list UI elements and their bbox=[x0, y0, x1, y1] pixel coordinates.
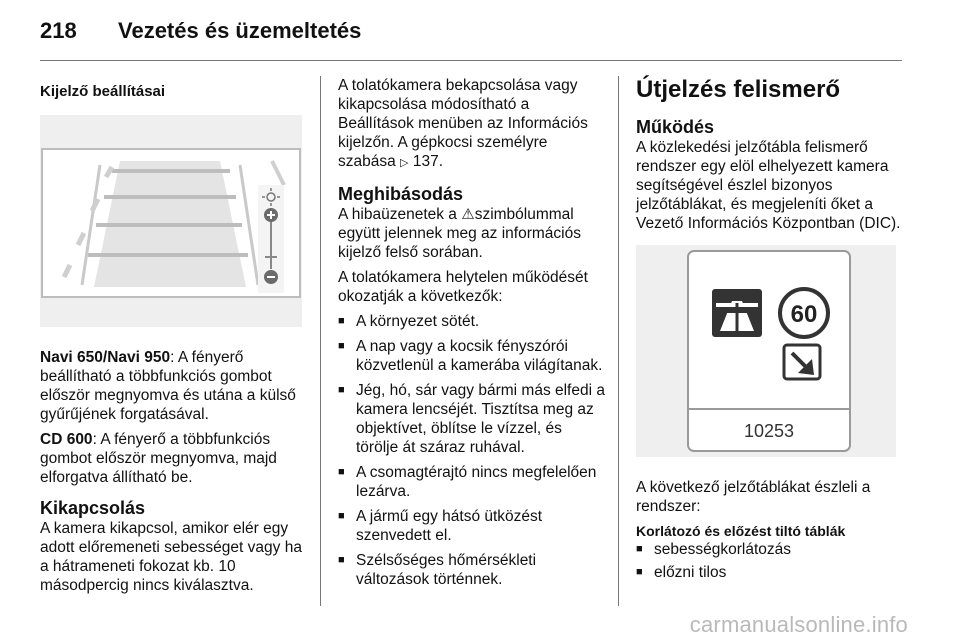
arrow-down-right-icon bbox=[784, 345, 820, 379]
mukodes-heading: Működés bbox=[636, 117, 715, 137]
causes-intro: A tolatókamera helytelen működését okozatják a következők: bbox=[338, 269, 588, 305]
warning-triangle-icon: ⚠ bbox=[461, 206, 475, 223]
list-item: ■ Jég, hó, sár vagy bármi más elfedi a kamera lencséjét. Tisztítsa meg az objektívet, öblítse le vízzel, és törölje át száraz ruhával. bbox=[338, 381, 606, 457]
dic-sign-figure bbox=[636, 245, 896, 457]
motorway-icon bbox=[712, 289, 762, 337]
column-divider-2 bbox=[618, 76, 619, 606]
odometer-value: 10253 bbox=[743, 421, 795, 441]
watermark: carmanualsonline.info bbox=[689, 612, 908, 637]
intro-text: A tolatókamera bekapcsolása vagy kikapcsolása módosítható a Beállítások menüben az Információs kijelzőn. A gépkocsi személyre szabása bbox=[338, 77, 588, 170]
kikapcsolas-heading: Kikapcsolás bbox=[40, 498, 146, 518]
camera-display-figure bbox=[40, 115, 302, 327]
detect-text: A következő jelzőtáblákat észleli a rendszer: bbox=[636, 479, 871, 515]
causes-list bbox=[338, 312, 606, 589]
warning-text-2: szimbólummal együtt jelennek meg az információs kijelző felső sorában. bbox=[338, 206, 581, 261]
cd-text: : A fényerő a többfunkciós gombot először megnyomva, majd elforgatva állítható be. bbox=[40, 431, 277, 486]
intro-ref: 137. bbox=[412, 153, 443, 170]
page-number: 218 bbox=[40, 18, 77, 43]
minus-icon bbox=[264, 270, 278, 284]
kikapcsolas-text: A kamera kikapcsol, amikor elér egy adott előremeneti sebességet vagy ha a hátrameneti fokozat kb. 10 másodpercig nincs kiválasztva. bbox=[40, 520, 302, 594]
mukodes-text: A közlekedési jelzőtábla felismerő rendszer egy elöl elhelyezett kamera segítségével észlel bizonyos jelzőtáblákat, és megjeleníti őket a Vezető Információs Központban (DIC). bbox=[636, 139, 901, 232]
warning-paragraph bbox=[338, 205, 606, 262]
page-reference-arrow-icon: ▷ bbox=[400, 157, 409, 169]
list-item: ■ A jármű egy hátsó ütközést szenvedett el. bbox=[338, 507, 606, 545]
speed-limit-icon bbox=[780, 289, 828, 337]
cd-label: CD 600 bbox=[40, 431, 93, 448]
list-item: ■ Szélsőséges hőmérsékleti változások történnek. bbox=[338, 551, 606, 589]
meghibasodas-heading: Meghibásodás bbox=[338, 184, 464, 204]
section-title-display-settings: Kijelző beállításai bbox=[40, 83, 166, 100]
list-item: ■ előzni tilos bbox=[636, 563, 906, 582]
intro-paragraph bbox=[338, 76, 606, 173]
list-item: ■ A nap vagy a kocsik fényszórói közvetlenül a kamerába világítanak. bbox=[338, 337, 606, 375]
navi-text: : A fényerő beállítható a többfunkciós gombot először megnyomva és utána a külső gyűrűjének forgatásával. bbox=[40, 349, 296, 423]
cd-paragraph bbox=[40, 430, 308, 487]
list-item: ■ A környezet sötét. bbox=[338, 312, 606, 331]
warning-text-1: A hibaüzenetek a bbox=[338, 206, 457, 223]
list-item: ■ sebességkorlátozás bbox=[636, 540, 906, 559]
plus-icon bbox=[264, 208, 278, 222]
brightness-slider bbox=[258, 185, 284, 293]
speed-limit-value: 60 bbox=[790, 301, 818, 328]
section-title-sign-recognition: Útjelzés felismerő bbox=[636, 76, 841, 103]
column-1 bbox=[40, 76, 308, 601]
header-rule bbox=[40, 60, 902, 61]
column-2 bbox=[338, 76, 606, 595]
navi-label: Navi 650/Navi 950 bbox=[40, 349, 171, 366]
column-divider-1 bbox=[320, 76, 321, 606]
column-3 bbox=[636, 76, 906, 586]
restrict-label: Korlátozó és előzést tiltó táblák bbox=[636, 523, 846, 539]
page-title: Vezetés és üzemeltetés bbox=[118, 18, 362, 43]
navi-paragraph bbox=[40, 348, 308, 424]
list-item: ■ A csomagtérajtó nincs megfelelően lezárva. bbox=[338, 463, 606, 501]
restrict-list bbox=[636, 540, 906, 582]
page-header bbox=[40, 14, 902, 54]
